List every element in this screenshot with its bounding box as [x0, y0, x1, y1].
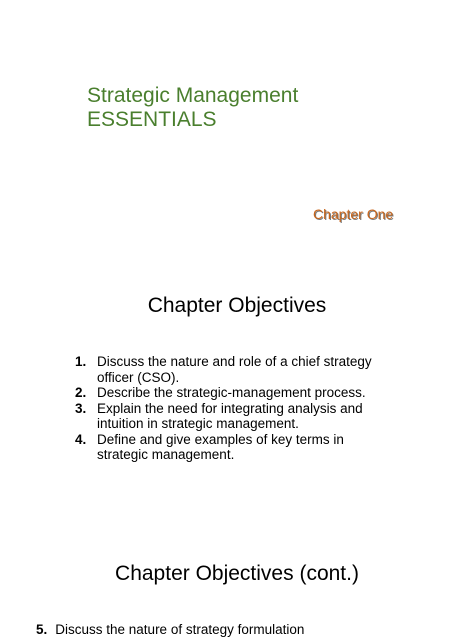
item-text: Discuss the nature and role of a chief strategy officer (CSO).	[97, 354, 372, 385]
list-item	[36, 622, 304, 637]
list-item	[75, 385, 375, 401]
chapter-label: Chapter One	[313, 206, 394, 222]
item-text: Define and give examples of key terms in strategic management.	[97, 431, 344, 462]
list-item	[75, 432, 375, 463]
deck-title-line-2: ESSENTIALS	[87, 108, 217, 131]
item-number: 4.	[75, 431, 87, 447]
deck-title	[87, 84, 298, 132]
objectives-cont-slide	[0, 542, 474, 637]
deck-title-line-1: Strategic Management	[87, 84, 299, 107]
item-text: Explain the need for integrating analysis and intuition in strategic management.	[97, 400, 363, 431]
item-text: Describe the strategic-management process.	[97, 385, 366, 400]
objectives-list	[75, 354, 375, 463]
list-item	[75, 401, 375, 432]
title-slide	[0, 0, 474, 262]
list-item	[75, 354, 375, 385]
item-number: 2.	[75, 385, 87, 400]
item-number: 5.	[36, 622, 48, 637]
item-number: 3.	[75, 400, 87, 416]
item-text: Discuss the nature of strategy formulation	[55, 622, 305, 637]
slide-heading: Chapter Objectives	[147, 294, 327, 317]
item-number: 1.	[75, 354, 87, 369]
slide-heading: Chapter Objectives (cont.)	[115, 562, 359, 585]
objectives-slide	[0, 262, 474, 542]
